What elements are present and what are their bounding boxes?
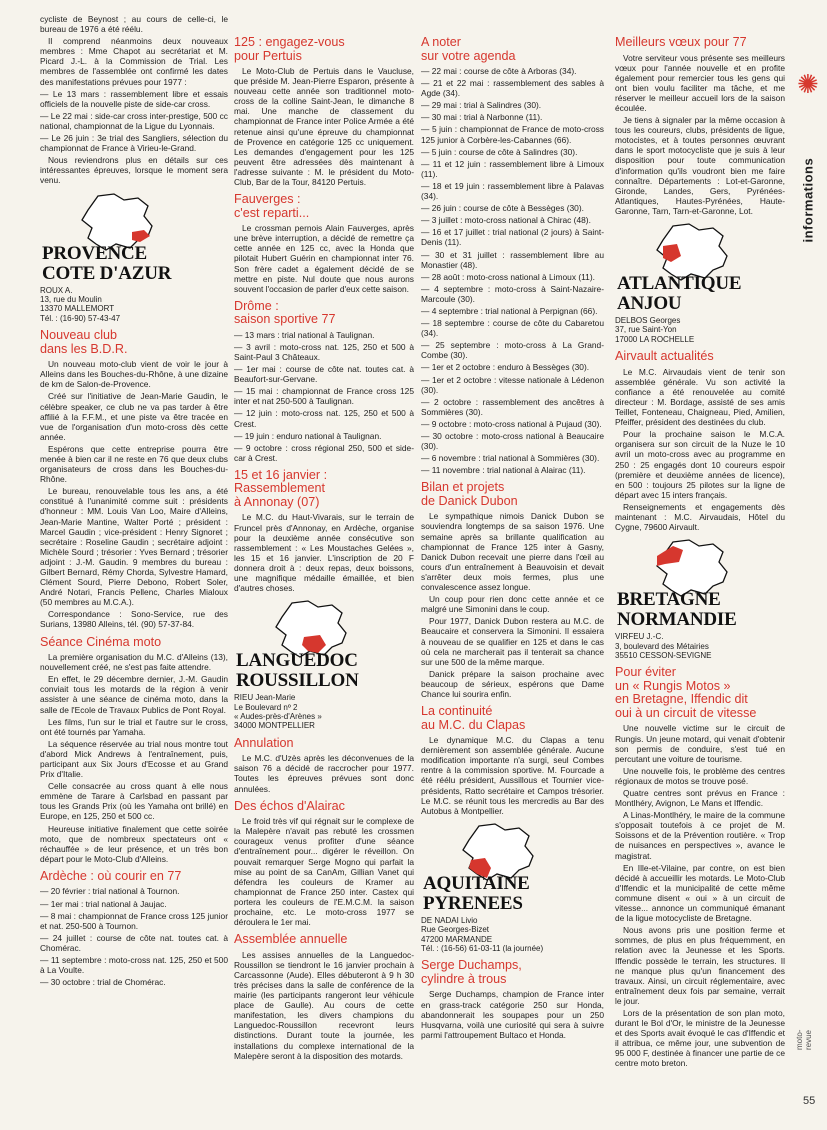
article-para: En effet, le 29 décembre dernier, J.-M. Gaudin conviait tous les motards de la région à venir assister à une séance de cinéma moto, dans la salle de l'Ecole de Travaux Publics de Pont Royal.	[40, 674, 228, 715]
article-heading: Drôme : saison sportive 77	[234, 298, 336, 327]
column-1	[40, 14, 228, 1114]
article-para: Pour la prochaine saison le M.C.A. organisera sur son circuit de la Nuze le 10 avril un moto-cross avec au programme en 250 : 25 engagés dont 10 coureurs espoir (première et deuxième années de licence), en 500 : toujours 25 pilotes sur la ligne de départ avec 15 inters français.	[615, 429, 785, 500]
correspondent-address: RIEU Jean-Marie Le Boulevard nº 2 « Audes-près-d'Arènes » 34000 MONTPELLIER	[234, 693, 322, 731]
article-para: Quatre centres sont prévus en France : Montlhéry, Avignon, Le Mans et Iffendic.	[615, 788, 785, 809]
article-para: Celle consacrée au cross quant à elle nous emmène de Tarare à Carlsbad en passant par tous les Grands Prix (où les Yamaha ont brillé) en Europe, en 125, 250 et 500 cc.	[40, 781, 228, 822]
section-side-label	[795, 70, 823, 243]
intro-para: — Le 22 mai : side-car cross inter-prestige, 500 cc national, championnat de la Ligue du Lyonnais.	[40, 110, 228, 131]
list-item: — 13 mars : trial national à Taulignan.	[234, 329, 375, 340]
list-item: — 12 juin : moto-cross nat. 125, 250 et 500 à Crest.	[234, 408, 414, 429]
article-para: Une nouvelle fois, le problème des centres régionaux de motos se trouve posé.	[615, 765, 785, 786]
list-item: — 9 octobre : moto-cross national à Pujaud (30).	[421, 418, 602, 429]
article-heading: Ardèche : où courir en 77	[40, 868, 182, 883]
article-heading: Séance Cinéma moto	[40, 634, 162, 649]
list-item: — 19 juin : enduro national à Taulignan.	[234, 430, 382, 441]
article-para: La première organisation du M.C. d'Alleins (13), nouvellement créé, ne s'est pas faite attendre.	[40, 652, 228, 673]
list-item: — 5 juin : course de côte à Salindres (30).	[421, 146, 578, 157]
list-item: — 2 octobre : rassemblement des ancêtres à Sommières (30).	[421, 396, 604, 417]
article-para: Pour 1977, Danick Dubon restera au M.C. de Beaucaire et conservera la Simonini. Il essaiera à nouveau de se qualifier en 125 et dans le cas où cela ne marcherait pas il tenterait sa chance sur une 500 de la même marque.	[421, 616, 604, 667]
region-name: BRETAGNE NORMANDIE	[617, 589, 737, 631]
article-para: Le dynamique M.C. du Clapas a tenu dernièrement son assemblée générale. Aucune modification importante n'a surgi, seul Combes rentre à la commission sportive. M. Fourcade a été réélu président, Aussillous et Tournier vice-présidents, Ratto secrétaire et Campos trésorier. Le M.C. se réunit tous les mercredis au Bar des Autobus à Montpellier.	[421, 735, 604, 816]
list-item: — 9 octobre : cross régional 250, 500 et side-car à Crest.	[234, 442, 414, 463]
intro-para: Il comprend néanmoins deux nouveaux membres : Mme Chapot au secrétariat et M. Picard J.-L. à la Commission de Trial. Les membres de l'assemblée ont confirmé les dates des manifestations prévues pour 1977 :	[40, 36, 228, 87]
list-item: — 1er mai : trial national à Jaujac.	[40, 898, 167, 909]
article-para: Le froid très vif qui régnait sur le complexe de la Malepère n'avait pas rebuté les crossmen courageux venus profiter d'une séance d'entraînement pour... digérer le réveillon. On pouvait remarquer Serge Mogno qui parfait la mise au point de sa CanAm, Gillian Vanet qui défendra les couleurs de Kramer au championnat de France 250 inter. Castex qui portera les couleurs de l'E.M.C.M. la saison prochaine, etc. Le moto-cross 1977 se déroulera le 1er mai.	[234, 816, 414, 928]
intro-para: cycliste de Beynost ; au cours de celle-ci, le bureau de 1976 a été réélu.	[40, 14, 228, 35]
article-heading: Airvault actualités	[615, 349, 714, 364]
list-item: — 1er et 2 octobre : enduro à Bessèges (30).	[421, 362, 590, 373]
article-para: Renseignements et engagements dès maintenant : M.C. Airvaudais, Hôtel du Cygne, 79600 Airvault.	[615, 501, 785, 533]
article-para: Créé sur l'initiative de Jean-Marie Gaudin, le célèbre speaker, ce club ne va pas tarder à être affilié à la F.F.M., et une piste va être tracée en vue de l'organisation d'un moto-cross dès cette année.	[40, 391, 228, 442]
list-item: — 8 mai : championnat de France cross 125 junior et nat. 250-500 à Tournon.	[40, 910, 228, 931]
article-para: Un nouveau moto-club vient de voir le jour à Alleins dans les Bouches-du-Rhône, à une dizaine de km de Salon-de-Provence.	[40, 359, 228, 390]
article-para: Le bureau, renouvelable tous les ans, a été constitué à l'unanimité comme suit : présidents d'honneur : MM. Louis Van Loo, Maire d'Alleins, Jean-Marie Mantine, Walter Porté ; président : Marcel Gaudin ; vice-président : Henry Signoret ; secrétaire : Roseline Gaudin ; secrétaire adjoint : Michèle Sourd ; trésorier : Yves Bernard ; trésorier adjoint : J.-M. Gaudin. 9 membres du bureau : Gilbert Bernard, Rémy Chorda, Sylvestre Hamard, Clément Sourd, Pierre Debono, Robert Soler, André Notari, Francis Pellenc, Charles Mialoux (50 membres au M.C.A.).	[40, 486, 228, 608]
region-name: AQUITAINE PYRENEES	[423, 872, 530, 914]
list-item: — 4 septembre : trial national à Perpignan (66).	[421, 305, 598, 316]
section-name: informations	[800, 157, 816, 243]
region-name: LANGUEDOC ROUSSILLON	[236, 650, 359, 692]
list-item: — 30 octobre : trial de Chomérac.	[40, 977, 166, 988]
moto-logo-icon: ✺	[797, 70, 819, 99]
list-item: — 20 février : trial national à Tournon.	[40, 886, 180, 897]
list-item: — 1er et 2 octobre : vitesse nationale à Lédenon (30).	[421, 374, 604, 395]
column-3	[421, 14, 604, 1114]
region-name: PROVENCE COTE D'AZUR	[42, 242, 172, 284]
region-atlantique	[615, 222, 785, 314]
correspondent-address: DE NADAI Livio Rue Georges-Bizet 47200 MARMANDE Tél. : (16-56) 61-03-11 (la journée)	[421, 915, 544, 954]
list-item: — 25 septembre : moto-cross à La Grand-Combe (30).	[421, 340, 604, 361]
article-para: En Ille-et-Vilaine, par contre, on est bien décidé à accueillir les motards. Le Moto-Club d'Iffendic et la municipalité de cette même commune disent « oui » à un circuit de vitesse... annonce un communiqué émanant de la ligue motocycliste de Bretagne.	[615, 862, 785, 924]
list-item: — 18 septembre : course de côte du Cabaretou (34).	[421, 318, 604, 339]
list-item: — 1er mai : course de côte nat. toutes cat. à Beaufort-sur-Gervane.	[234, 364, 414, 385]
region-bretagne	[615, 538, 785, 630]
list-item: — 22 mai : course de côte à Arboras (34).	[421, 66, 577, 76]
correspondent-address: VIRFEU J.-C. 3, boulevard des Métairies 35510 CESSON-SEVIGNE	[615, 632, 712, 661]
article-para: Le crossman pernois Alain Fauverges, après une brève interruption, a décidé de remettre ça cette année en 125 cc, avec la Honda que pilotait Hubert Guérin en championnat inter 76. Son frère cadet a également décidé de se mettre en piste. Nul doute que nous aurons souvent l'occasion de parler d'eux cette saison.	[234, 223, 414, 294]
article-para: Danick prépare la saison prochaine avec beaucoup de sérieux, espérons que Dame Chance lui sourira enfin.	[421, 668, 604, 699]
list-item: — 16 et 17 juillet : trial national (2 jours) à Saint-Denis (11).	[421, 227, 604, 248]
list-item: — 11 novembre : trial national à Alairac (11).	[421, 465, 586, 476]
list-item: — 18 et 19 juin : rassemblement libre à Palavas (34).	[421, 180, 604, 202]
list-item: — 11 septembre : moto-cross nat. 125, 250 et 500 à La Voulte.	[40, 955, 228, 976]
list-item: — 21 et 22 mai : rassemblement des sables à Agde (34).	[421, 78, 604, 99]
list-item: — 29 mai : trial à Salindres (30).	[421, 100, 542, 111]
magazine-name: moto-revue	[795, 1029, 813, 1050]
article-heading: Serge Duchamps, cylindre à trous	[421, 958, 522, 986]
article-para: Le sympathique nimois Danick Dubon se souviendra longtemps de sa saison 1976. Une semaine après sa brillante qualification au championnat de France 125 inter à Gasny, Danick Dubon recevait une pierre dans l'œil au cours d'un entraînement à Beauvoisin et devait s'arrêter deux mois fermes, plus une convalescence assez longue.	[421, 511, 604, 593]
article-heading: Des échos d'Alairac	[234, 798, 345, 813]
article-para: Lors de la présentation de son plan moto, durant le Bol d'Or, le ministre de la Jeunesse et des Sports avait évoqué le cas d'Iffendic et il attribua, ce même jour, une subvention de 95 000 F, destinée à financer une partie de ce centre moto breton.	[615, 1007, 785, 1069]
region-aquitaine	[421, 822, 604, 914]
article-heading: Assemblée annuelle	[234, 932, 348, 947]
list-item: — 4 septembre : moto-cross à Saint-Nazaire-Marcoule (30).	[421, 283, 604, 304]
list-item: — 24 juillet : course de côte nat. toutes cat. à Chomérac.	[40, 932, 228, 953]
article-heading: La continuité au M.C. du Clapas	[421, 704, 526, 732]
list-item: — 30 octobre : moto-cross national à Beaucaire (30).	[421, 431, 604, 452]
article-heading: Pour éviter un « Rungis Motos » en Bretagne, Iffendic dit oui à un circuit de vitesse	[615, 665, 757, 720]
article-heading: 125 : engagez-vous pour Pertuis	[234, 35, 345, 63]
article-heading: Meilleurs vœux pour 77	[615, 35, 747, 49]
intro-para: Nous reviendrons plus en détails sur ces intéressantes épreuves, lorsque le moment sera venu.	[40, 155, 228, 186]
column-2	[234, 14, 414, 1114]
list-item: — 11 et 12 juin : rassemblement libre à Limoux (11).	[421, 158, 604, 179]
list-item: — 15 mai : championnat de France cross 125 inter et nat 250-500 à Taulignan.	[234, 386, 414, 407]
article-para: Le Moto-Club de Pertuis dans le Vaucluse, que préside M. Jean-Pierre Esparon, présente à nouveau cette année son traditionnel moto-cross de la colline Saint-Jean, le dimanche 8 mai. Une manche de classement du championnat de France inter Police Armée a été retenue ainsi qu'une épreuve du championnat de Provence en catégorie 125 cc uniquement. Les demandes d'engagement pour les 125 peuvent être adressées dès maintenant à l'adresse suivante : M. le président du Moto-Club, Bar de la Tour, 84120 Pertuis.	[234, 66, 414, 188]
article-para: Votre serviteur vous présente ses meilleurs vœux pour l'année nouvelle et en profite également pour remercier tous les gens qui ont bien voulu faciliter ma tâche, et me réserver le meilleur accueil lors de la saison écoulée.	[615, 52, 785, 113]
article-heading: Fauverges : c'est reparti...	[234, 192, 310, 220]
article-para: Un coup pour rien donc cette année et ce malgré une Simonini dans le coup.	[421, 594, 604, 615]
article-para: Les assises annuelles de la Languedoc-Roussillon se tiendront le 16 janvier prochain à Carcassonne (Aude). Elles débuteront à 9 h 30 très précises dans la salle de conférence de la mairie (les participants rangeront leur véhicule place de Gaulle). Au cours de cette manifestation, les divers champions du Languedoc-Roussillon recevront leurs distinctions. Durant toute la journée, les installations du complexe international de la Malepère seront à la disposition des motards.	[234, 949, 414, 1061]
article-heading: Bilan et projets de Danick Dubon	[421, 480, 518, 508]
region-provence	[40, 192, 228, 284]
article-para: Espérons que cette entreprise pourra être menée à bien car il ne reste en 76 que deux clubs organisateurs de cross dans les Bouches-du-Rhône.	[40, 443, 228, 485]
article-heading: Nouveau club dans les B.D.R.	[40, 328, 128, 356]
list-item: — 30 mai : trial à Narbonne (11).	[421, 112, 543, 123]
page-number: 55	[803, 1095, 816, 1107]
list-item: — 30 et 31 juillet : rassemblement libre au Monastier (48).	[421, 249, 604, 270]
region-name: ATLANTIQUE ANJOU	[617, 273, 742, 314]
region-languedoc	[234, 599, 414, 691]
article-para: Les films, l'un sur le trial et l'autre sur le cross, ont été tournés par Yamaha.	[40, 716, 228, 737]
correspondent-address: ROUX A. 13, rue du Moulin 13370 MALLEMORT Tél. : (16-90) 57-43-47	[40, 285, 121, 323]
article-para: Correspondance : Sono-Service, rue des Surians, 13980 Alleins, tél. (90) 57-37-84.	[40, 609, 228, 630]
article-para: Heureuse initiative finalement que cette soirée moto, que de nombreux spectateurs ont « réchauffée » de leur présence, et un très bon départ pour le Moto-Club d'Alleins.	[40, 823, 228, 864]
article-para: Le M.C. Airvaudais vient de tenir son assemblée générale. Vu son activité la confiance a été renouvelée au comité directeur : M. Bordage, assisté de ses amis Teillet, Fonteneau, Chaigneau, Pied, Amilien, Pfeiffer, président des destinées du club.	[615, 366, 785, 428]
correspondent-address: DELBOS Georges 37, rue Saint-Yon 17000 LA ROCHELLE	[615, 316, 695, 344]
list-item: — 5 juin : championnat de France de moto-cross 125 junior à Corbère-les-Cabannes (66).	[421, 124, 604, 145]
article-heading: Annulation	[234, 735, 294, 750]
list-item: — 3 avril : moto-cross nat. 125, 250 et 500 à Saint-Paul 3 Châteaux.	[234, 341, 414, 362]
list-item: — 6 novembre : trial national à Sommières (30).	[421, 453, 600, 464]
article-para: La séquence réservée au trial nous montre tout d'abord Mick Andrews à l'entraînement, puis, participant aux Six Jours d'Ecosse et au Grand Prix d'Italie.	[40, 738, 228, 780]
article-para: Le M.C. du Haut-Vivarais, sur le terrain de Fruncel près d'Annonay, en Ardèche, organise pour la deuxième année consécutive son rassemblement : « Les Moustaches Gelées », les 15 et 16 janvier. L'inscription de 20 F donnera droit à : deux repas, deux boissons, une magnifique médaille émaillée, et bien d'autres choses.	[234, 512, 414, 594]
article-para: A Linas-Montlhéry, le maire de la commune s'opposait toutefois à ce projet de M. Soissons et de la Prévention routière. « Trop de nuisances en perspectives », avance le magistrat.	[615, 810, 785, 861]
article-heading: A noter sur votre agenda	[421, 35, 516, 63]
intro-para: — Le 13 mars : rassemblement libre et essais officiels de la nouvelle piste de side-car cross.	[40, 88, 228, 109]
list-item: — 26 juin : course de côte à Bessèges (30).	[421, 203, 584, 214]
list-item: — 28 août : moto-cross national à Limoux (11).	[421, 271, 595, 282]
article-para: Je tiens à signaler par la même occasion à tous les coureurs, clubs, présidents de ligue, motocistes, et à toutes personnes œuvrant dans le sport motocycliste que je suis à leur disposition pour toute communication d'information qu'ils voudront bien me faire connaître. Départements : Lot-et-Garonne, Gironde, Landes, Gers, Pyrénées-Atlantiques, Hautes-Pyrénées, Haute-Garonne, Tarn, Tarn-et-Garonne, Lot.	[615, 115, 785, 216]
article-para: Nous avons pris une position ferme et sommes, de plus en plus fréquemment, en relation avec la Jeunesse et les Sports. Iffendic possède le terrain, les structures. Il ne manque plus qu'un financement des travaux. Ainsi, un circuit réglementaire, avec entraînement deux fois par semaine, verrait le jour.	[615, 925, 785, 1006]
article-para: Une nouvelle victime sur le circuit de Rungis. Un jeune motard, qui venait d'obtenir son permis de conduire, s'est tué en percutant une voiture de tourisme.	[615, 723, 785, 764]
intro-para: — Le 26 juin : 3e trial des Sangliers, sélection du championnat de France à Virieu-le-Grand.	[40, 133, 228, 154]
list-item: — 3 juillet : moto-cross national à Chirac (48).	[421, 215, 591, 226]
article-para: Le M.C. d'Uzès après les déconvenues de la saison 76 a décidé de raccrocher pour 1977. Toutes les épreuves prévues sont donc annulées.	[234, 753, 414, 794]
column-4	[615, 14, 785, 1114]
article-para: Serge Duchamps, champion de France inter en grass-track catégorie 250 sur Honda, abandonnerait les soupapes pour un 250 Husqvarna, voilà une curiosité qui sera à suivre parmi l'attroupement Bultaco et Honda.	[421, 989, 604, 1040]
article-heading: 15 et 16 janvier : Rassemblement à Annonay (07)	[234, 467, 328, 509]
